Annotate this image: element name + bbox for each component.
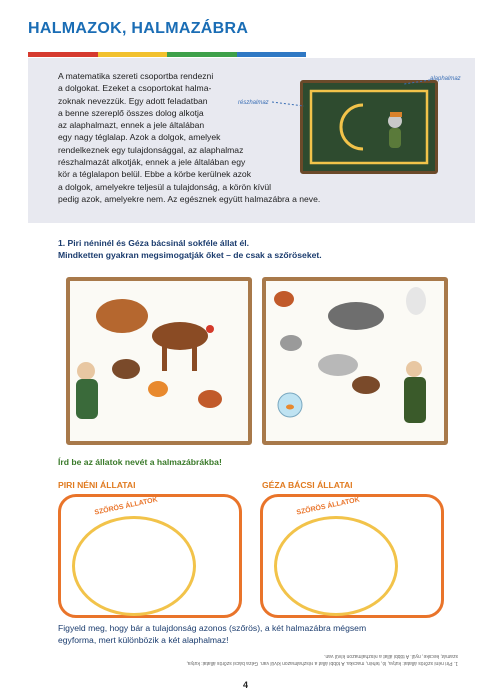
donkey-icon [328, 302, 384, 330]
goose-icon [406, 287, 426, 315]
question-1 [58, 237, 322, 261]
subset-label-geza: SZŐRÖS ÁLLATOK [295, 496, 361, 517]
instruction: Írd be az állatok nevét a halmazábrákba! [58, 457, 222, 467]
dog-icon [112, 359, 140, 379]
intro-line: a benne szereplő összes dolog alkotja [58, 107, 204, 118]
geza-pen-illustration [262, 277, 448, 445]
piri-neni-body-icon [76, 379, 98, 419]
geza-bacsi-head-icon [406, 361, 422, 377]
intro-line: egy nagy téglalap. Azok a dolgok, amelyek [58, 132, 221, 143]
piri-pen-illustration [66, 277, 252, 445]
intro-line: részhalmazát alkotják, ennek a jele általában egy [58, 157, 246, 168]
color-stripes [28, 52, 306, 57]
subset-label-piri: SZŐRÖS ÁLLATOK [93, 496, 159, 517]
intro-line: a dolgokat. Ezeket a csoportokat halma- [58, 83, 212, 94]
mouse-cap-icon [390, 112, 402, 117]
piri-animals-drawing [70, 281, 248, 441]
rabbit-icon [280, 335, 302, 351]
question-line: Mindketten gyakran megsimogatják őket – de csak a szőröseket. [58, 250, 322, 260]
cat-icon [148, 381, 168, 397]
intro-line: a dolgok, amelyekre teljesül a tulajdonság, a körön kívül [58, 181, 272, 192]
arrow-alaphalmaz-icon [400, 74, 432, 88]
intro-line: kör a téglalapon belül. Ebbe a körbe kerülnek azok [58, 169, 252, 180]
answer-line: szamár, kecske, nyúl. A többi állat a részhalmazon kívül van. [324, 653, 458, 659]
subset-circle-piri[interactable] [72, 516, 196, 616]
chalkboard-drawing [303, 83, 435, 171]
rooster-icon [274, 291, 294, 307]
hen-icon [198, 390, 222, 408]
mouse-body-icon [389, 128, 401, 148]
geza-bacsi-body-icon [404, 377, 426, 423]
set-header-piri: PIRI NÉNI ÁLLATAI [58, 480, 136, 490]
intro-line: rendelkeznek egy tulajdonsággal, az alaphalmaz [58, 144, 244, 155]
observation-text [58, 622, 458, 646]
observation-line: Figyeld meg, hogy bár a tulajdonság azonos (szőrös), a két halmazábra mégsem [58, 623, 367, 633]
dog-icon [352, 376, 380, 394]
arrow-reszhalmaz-icon [270, 94, 310, 114]
stripe-green [167, 52, 237, 57]
upside-down-answer [58, 652, 458, 666]
stripe-yellow [98, 52, 168, 57]
intro-line: zoknak nevezzük. Egy adott feladatban [58, 95, 208, 106]
answer-line: 1. Piri néni szőrös állatai: kutya, ló, tehén, macska. A többi állat a részhalmazon kívül van. Géza bácsi szőrös állatai: kutya, [186, 660, 458, 666]
question-line: 1. Piri néninél és Géza bácsinál sokféle állat él. [58, 238, 250, 248]
observation-line: egyforma, mert különbözik a két alaphalmaz! [58, 635, 229, 645]
intro-line: pedig azok, amelyekre nem. Az egésznek együtt halmazábra a neve. [58, 193, 321, 204]
page-number: 4 [243, 680, 249, 690]
chalk-circle [341, 105, 363, 149]
stripe-red [28, 52, 98, 57]
set-header-geza: GÉZA BÁCSI ÁLLATAI [262, 480, 353, 490]
chalk-rectangle [311, 91, 427, 163]
label-reszhalmaz: részhalmaz [238, 100, 269, 106]
chalkboard-illustration [300, 80, 438, 174]
stripe-blue [237, 52, 307, 57]
page-title: HALMAZOK, HALMAZÁBRA [28, 20, 249, 37]
piri-neni-head-icon [77, 362, 95, 380]
label-alaphalmaz: alaphalmaz [430, 76, 461, 82]
subset-circle-geza[interactable] [274, 516, 398, 616]
cow-icon [96, 299, 148, 333]
geza-animals-drawing [266, 281, 444, 441]
ladybug-icon [206, 325, 214, 333]
goat-icon [318, 354, 358, 376]
intro-line: az alaphalmazt, ennek a jele általában [58, 120, 205, 131]
horse-icon [152, 322, 208, 350]
intro-line: A matematika szereti csoportba rendezni [58, 71, 214, 81]
